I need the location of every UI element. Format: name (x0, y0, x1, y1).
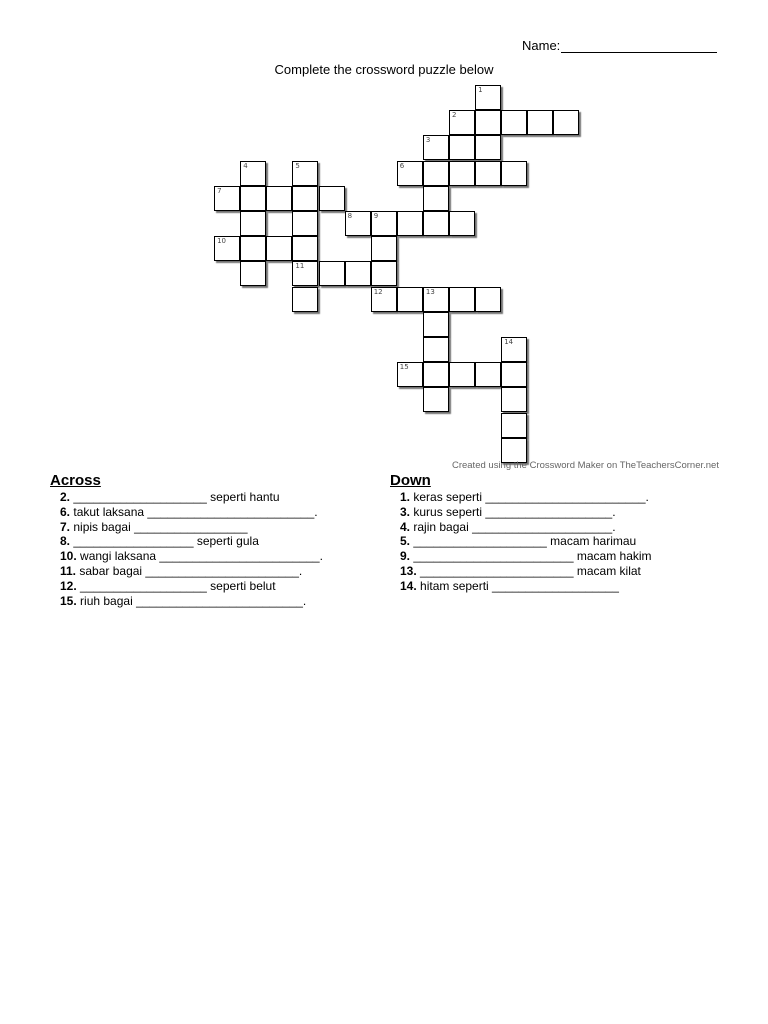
grid-cell[interactable] (240, 161, 266, 186)
down-heading: Down (390, 472, 431, 489)
down-clues (390, 472, 652, 594)
down-clue-list (390, 490, 652, 594)
across-clue (50, 564, 323, 579)
grid-cell[interactable] (240, 186, 266, 211)
clue-num: 2. (60, 490, 71, 504)
down-clue (390, 579, 652, 594)
clue-num: 13. (400, 563, 417, 578)
across-clue (50, 505, 323, 520)
credit-text: Created using the Crossword Maker on TheTeachersCorner.net (451, 460, 719, 471)
across-clue (50, 490, 323, 505)
grid-cell[interactable] (501, 413, 527, 438)
clue-number: 2 (452, 111, 457, 120)
clue-num: 15. (60, 593, 77, 608)
clue-number: 1 (478, 86, 483, 94)
clue-text: hitam seperti ___________________ (420, 578, 619, 593)
clue-num: 12. (60, 578, 77, 593)
clue-text: __________________ seperti gula (73, 534, 259, 549)
across-clues (50, 472, 323, 608)
grid-cell[interactable] (266, 186, 292, 211)
grid-cell[interactable] (449, 135, 475, 160)
across-clue (50, 520, 323, 535)
clue-text: ___________________ seperti belut (80, 578, 276, 593)
grid-cell[interactable] (449, 211, 475, 236)
grid-cell[interactable] (214, 236, 240, 261)
clue-text: wangi laksana ________________________. (80, 549, 323, 564)
grid-cell[interactable] (449, 287, 475, 312)
grid-cell[interactable] (501, 387, 527, 412)
grid-cell[interactable] (475, 287, 501, 312)
clue-num: 9. (400, 549, 411, 564)
grid-cell[interactable] (501, 161, 527, 186)
grid-cell[interactable] (292, 211, 318, 236)
down-clue (390, 490, 652, 505)
clue-number: 10 (217, 237, 227, 246)
clue-num: 5. (400, 534, 411, 549)
clue-number: 5 (295, 161, 300, 170)
across-clue-list (50, 490, 323, 608)
grid-cell[interactable] (527, 110, 553, 135)
grid-cell[interactable] (292, 236, 318, 261)
clue-num: 6. (60, 504, 71, 519)
grid-cell[interactable] (240, 211, 266, 236)
clue-number: 14 (504, 338, 514, 346)
clue-text: _______________________ macam kilat (420, 563, 641, 578)
grid-cell[interactable] (319, 186, 345, 211)
clue-number: 6 (399, 161, 405, 170)
across-clue (50, 534, 323, 549)
grid-cell[interactable] (423, 337, 449, 362)
grid-cell[interactable] (449, 362, 475, 387)
down-clue (390, 520, 652, 535)
clue-num: 14. (400, 578, 417, 593)
grid-cell[interactable] (475, 161, 501, 186)
clue-text: nipis bagai _________________ (73, 519, 248, 534)
clue-number: 12 (373, 287, 383, 296)
across-clue (50, 579, 323, 594)
instructions: Complete the crossword puzzle below (274, 62, 494, 77)
grid-cell[interactable] (371, 236, 397, 261)
grid-cell[interactable] (371, 261, 397, 286)
grid-cell[interactable] (397, 362, 423, 387)
clue-text: rajin bagai _____________________. (413, 519, 616, 534)
clue-number: 7 (217, 186, 222, 195)
grid-cell[interactable] (240, 261, 266, 286)
grid-cell[interactable] (449, 110, 475, 135)
clue-text: takut laksana _________________________. (73, 504, 318, 519)
clue-number: 15 (399, 363, 409, 372)
grid-cell[interactable] (292, 287, 318, 312)
clue-num: 8. (60, 534, 71, 549)
grid-cell[interactable] (397, 287, 423, 312)
clue-text: ________________________ macam hakim (413, 549, 652, 564)
across-clue (50, 549, 323, 564)
grid-cell[interactable] (475, 135, 501, 160)
grid-cell[interactable] (423, 362, 449, 387)
crossword-grid (0, 0, 768, 470)
grid-cell[interactable] (292, 161, 318, 186)
across-clue (50, 594, 323, 609)
clue-num: 4. (400, 519, 411, 534)
grid-cell[interactable] (553, 110, 579, 135)
down-clue (390, 534, 652, 549)
clue-num: 10. (60, 549, 77, 564)
clue-num: 7. (60, 519, 71, 534)
clue-number: 4 (243, 161, 248, 170)
grid-cell[interactable] (475, 85, 501, 110)
down-clue (390, 549, 652, 564)
grid-cell[interactable] (214, 186, 240, 211)
grid-cell[interactable] (423, 211, 449, 236)
down-clue (390, 564, 652, 579)
grid-cell[interactable] (266, 236, 292, 261)
grid-cell[interactable] (371, 287, 397, 312)
clue-num: 11. (60, 563, 77, 578)
grid-cell[interactable] (449, 161, 475, 186)
clue-number: 11 (295, 262, 305, 271)
clue-number: 3 (425, 136, 431, 145)
grid-cell[interactable] (423, 387, 449, 412)
name-label: Name: (522, 38, 561, 53)
grid-cell[interactable] (423, 287, 449, 312)
grid-cell[interactable] (423, 161, 449, 186)
clue-number: 8 (347, 212, 353, 220)
grid-cell[interactable] (292, 261, 318, 286)
clue-text: ____________________ macam harimau (413, 534, 637, 549)
grid-cell[interactable] (397, 211, 423, 236)
clue-text: keras seperti ________________________. (413, 490, 649, 504)
clue-number: 9 (373, 212, 379, 220)
clue-text: kurus seperti ___________________. (413, 504, 616, 519)
grid-cell[interactable] (501, 337, 527, 362)
clue-text: riuh bagai _________________________. (80, 593, 307, 608)
clue-num: 1. (400, 490, 411, 504)
clue-number: 13 (425, 287, 435, 296)
grid-cell[interactable] (501, 110, 527, 135)
grid-cell[interactable] (501, 362, 527, 387)
grid-cell[interactable] (345, 261, 371, 286)
down-clue (390, 505, 652, 520)
grid-cell[interactable] (371, 211, 397, 236)
grid-cell[interactable] (475, 110, 501, 135)
clue-text: sabar bagai _______________________. (79, 563, 303, 578)
grid-cell[interactable] (345, 211, 371, 236)
grid-cell[interactable] (240, 236, 266, 261)
grid-cell[interactable] (423, 312, 449, 337)
grid-cell[interactable] (423, 135, 449, 160)
grid-cell[interactable] (292, 186, 318, 211)
grid-cell[interactable] (397, 161, 423, 186)
clue-text: ____________________ seperti hantu (73, 490, 280, 504)
across-heading: Across (50, 472, 101, 489)
clue-num: 3. (400, 504, 411, 519)
grid-cell[interactable] (423, 186, 449, 211)
grid-cell[interactable] (319, 261, 345, 286)
grid-cell[interactable] (475, 362, 501, 387)
